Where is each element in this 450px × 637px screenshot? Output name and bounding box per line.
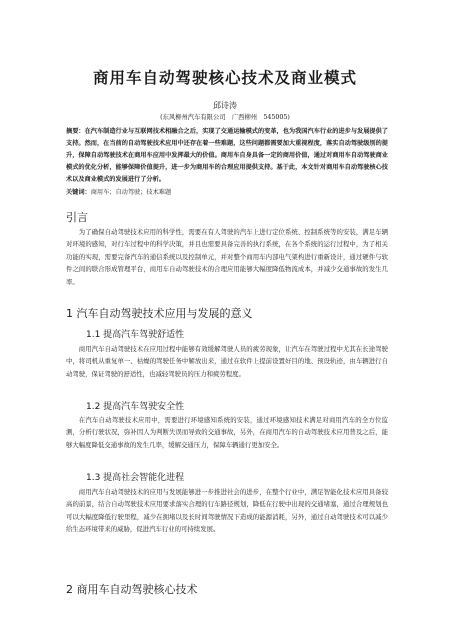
section-heading-2: 2 商用车自动驾驶核心技术 (66, 583, 198, 596)
section-heading-intro: 引言 (66, 211, 88, 224)
keywords (66, 187, 388, 196)
subsection-paragraph-1-1: 商用汽车自动驾驶技术在应用过程中能够有效缓解驾驶人员的疲劳现象，让汽车在驾驶过程中尤其在长途驾驶中，将司机从重复单一、枯燥的驾驶任务中解放出来，通过在软件上提前设置好目的地、预设轨迹，由车辆进行自动驾驶，保证驾驶的舒适性，也减轻驾驶员的压力和疲劳程度。 (66, 345, 388, 378)
abstract-text: 在汽车制造行业与互联网技术相融合之后，实现了交通运输模式的变革，也为我国汽车行业的进步与发展提供了支持。然而，在当前的自动驾驶技术应用中还存在着一些难题，这些问题都需要加大重视程度，落实自动驾驶级别的提升，保障自动驾驶技术在商用车应用中发挥最大的价值。商用车自身具备一定的商用价值，通过对商用车自动驾驶商业模式的优化分析，能够保障价值提升，进一步为商用车的合理应用提供支持。基于此，本文针对商用车自动驾驶核心技术以及商业模式的发展进行了分析。 (66, 128, 388, 183)
abstract-label: 摘要： (66, 128, 85, 135)
author-affiliation: (东风柳州汽车有限公司 广西柳州 545005) (160, 114, 290, 121)
author-name: 邱诗涛 (213, 101, 237, 110)
subsection-heading-1-2: 1.2 提高汽车驾驶安全性 (86, 402, 185, 412)
subsection-heading-1-3: 1.3 提高社会智能化进程 (86, 473, 185, 483)
keywords-text: 商用车；自动驾驶；技术难题 (90, 189, 172, 196)
section-heading-1: 1 汽车自动驾驶技术应用与发展的意义 (66, 307, 253, 320)
subsection-paragraph-1-2: 在汽车自动驾驶技术应用中，需要进行环境感知系统的安装，通过环境感知技术满足对商用汽车的全方位监测，分析行驶状况，弥补因人为判断失误而导致的交通事故，另外，在商用汽车的自动驾驶技术应用普及之后，能够大幅度降低交通事故的发生几率，缓解交通压力，保障车辆通行更加安全。 (66, 416, 388, 449)
paper-title: 商用车自动驾驶核心技术及商业模式 (92, 69, 357, 87)
intro-paragraph: 为了确保自动驾驶技术应用的科学性，需要在有人驾驶的汽车上进行定位系统、控制系统等的安装，满足车辆对环境的感知，对行车过程中的科学决策，并且也需要具备完善的执行系统，在各个系统的运行过程中，为了相关功能的实现，需要完备汽车的通信系统以及控制单元，并对整个商用车内部电气架构进行重新设计，通过硬件与软件之间的联合形成管理平台，商用车自动驾驶技术的合理应用能够大幅度降低物流成本，并减少交通事故的发生几率。 (66, 228, 388, 286)
subsection-heading-1-1: 1.1 提高汽车驾驶舒适性 (86, 330, 185, 340)
subsection-paragraph-1-3: 商用汽车自动驾驶技术的应用与发展能够进一步推进社会的进步，在整个行业中，满足智能化技术应用具备较高的前景，结合自动驾驶技术应用要求落实合理的行车路径规划，降低在行驶中出现的交通堵塞，通过合理规划也可以大幅度降低行驶里程，减少在拥堵以及长时间驾驶情况下造成的能源消耗，另外，通过自动驾驶技术可以减少给生态环境带来的威胁，促进汽车行业的可持续发展。 (66, 488, 388, 534)
keywords-label: 关键词： (66, 189, 91, 196)
abstract (66, 126, 388, 186)
